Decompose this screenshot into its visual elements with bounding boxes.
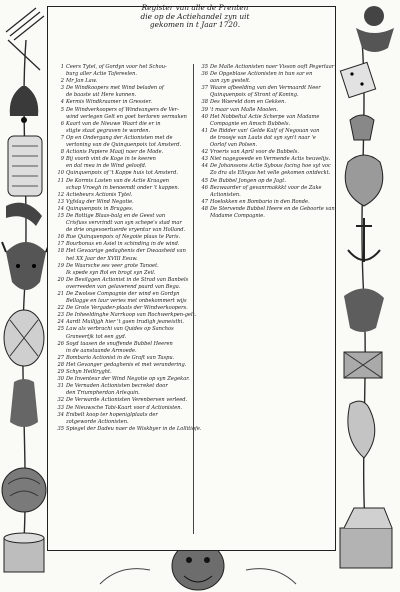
entry-number: 9 <box>60 156 64 163</box>
entry-number: 12 <box>57 191 64 198</box>
entry-title <box>66 206 191 213</box>
entry-title <box>66 362 191 369</box>
entry-title <box>66 121 191 135</box>
entry-title <box>66 277 191 291</box>
entry-title <box>66 341 191 355</box>
entry-title-line: Oorlof van Polsen. <box>210 142 258 149</box>
entry-title <box>66 149 191 156</box>
entry-title-line: en dat mea in de Wind geloofd. <box>66 163 147 170</box>
register-entry <box>198 114 335 128</box>
entry-number: 8 <box>60 149 64 156</box>
anchor-icon <box>348 218 380 262</box>
register-column-left <box>54 64 202 433</box>
register-entry <box>198 128 335 149</box>
entry-number: 44 <box>201 163 208 170</box>
register-entry <box>54 121 191 135</box>
entry-title <box>66 99 191 106</box>
register-entry <box>54 405 191 412</box>
entry-number: 22 <box>57 305 64 312</box>
entry-number: 16 <box>57 234 64 241</box>
heading-line-1: Register van alle de Prenten <box>141 3 249 12</box>
entry-number: 25 <box>57 326 64 333</box>
entry-number: 36 <box>201 71 208 78</box>
entry-title-line: vertoning van de Quinquenpoix tot Amsterd. <box>66 142 182 149</box>
entry-number: 1 <box>60 64 64 70</box>
register-entry <box>54 199 191 206</box>
register-entry <box>54 326 191 340</box>
entry-title-line: Vroeris van April voor de Bubbels. <box>210 149 299 156</box>
register-entry <box>54 412 191 426</box>
entry-title <box>210 149 335 156</box>
entry-number: 35 <box>57 425 64 432</box>
register-entry <box>54 85 191 99</box>
register-entry <box>198 156 335 163</box>
register-heading <box>110 4 280 30</box>
entry-title-line: De Kormis Lasten van de Actie Kraagen <box>66 177 169 184</box>
drum-icon <box>344 352 382 378</box>
entry-title-line: de drie ongevoertuerde vryentur van Holland. <box>66 227 186 234</box>
entry-title <box>210 99 335 106</box>
register-entry <box>54 248 191 262</box>
bell-icon <box>10 86 39 123</box>
entry-title-line: De Inventeur der Wind Negotie op syn Zegekar. <box>66 376 190 383</box>
entry-title-line: wind verlegen Gelt en goet herloren vermaken <box>66 113 187 120</box>
entry-title-line: De Rottige Blaas-balg en de Geest van <box>66 212 166 219</box>
entry-title <box>66 78 191 85</box>
entry-title-line: Crisfuss vervrindt van syn schepe's stad mar <box>66 220 182 227</box>
entry-number: 32 <box>57 397 64 404</box>
entry-title-line: De Malle Actionisten naer Visson ooft Pegerlaar <box>210 64 335 70</box>
entry-title-line: Schyn Heiltryght. <box>66 369 112 376</box>
entry-number: 11 <box>57 177 64 184</box>
entry-number: 18 <box>57 248 64 255</box>
cheese-icon <box>4 533 44 572</box>
register-entry <box>54 178 191 192</box>
entry-title-line: Actiebeurs Actionis Tytel. <box>66 191 133 198</box>
entry-number: 20 <box>57 276 64 283</box>
entry-title <box>66 305 191 312</box>
register-entry <box>198 199 335 206</box>
register-entry <box>198 185 335 199</box>
scroll-icon <box>8 136 42 196</box>
entry-title-line: Enibelt koop ter hopeniglplaats der <box>66 411 158 418</box>
entry-number: 28 <box>57 361 64 368</box>
register-column-right <box>193 64 335 534</box>
entry-number: 19 <box>57 262 64 269</box>
entry-title-line: Waare afbeelding van den Vermaardt Neer <box>210 85 321 92</box>
register-entry <box>54 362 191 369</box>
entry-title-line: Het Gevaarige gedaghenis der Dwaasheid van <box>66 248 186 255</box>
entry-title-line: overreeden van gelaverend paard van Bega. <box>66 283 181 290</box>
register-entry <box>54 291 191 305</box>
entry-title-line: Aardt Muilijgh hier 't gaen trudigh jeaneisthi. <box>66 319 185 326</box>
register-entry <box>198 163 335 177</box>
entry-title <box>210 107 335 114</box>
register-entry <box>54 383 191 397</box>
register-entry <box>54 277 191 291</box>
entry-title <box>210 156 335 163</box>
register-entry <box>54 425 202 433</box>
register-entry <box>54 213 191 234</box>
entry-title <box>66 213 191 234</box>
entry-title <box>210 185 335 199</box>
boar-head-icon <box>344 288 384 332</box>
entry-number: 46 <box>201 184 208 191</box>
entry-title <box>66 326 191 340</box>
entry-title <box>210 199 335 206</box>
heading-line-2: die op de Actiehandel zyn uit <box>140 11 250 21</box>
entry-title-line: De Grote Vergader-plaats der Windverkoopers. <box>66 305 188 312</box>
entry-number: 17 <box>57 241 64 248</box>
entry-title <box>66 426 202 433</box>
entry-title-line: Bombario Actionist in de Graft van Taspu. <box>66 354 175 361</box>
register-entry <box>54 78 191 85</box>
entry-title-line: Ceers Tytel, of Gordyn voor het Schou- <box>66 64 167 70</box>
entry-title-line: Niet nagegoeede en Vermende Actis heuvelijs. <box>210 156 331 163</box>
register-entry <box>198 149 335 156</box>
entry-title-line: De Ridder van' Gelde Kalf of Negouan van <box>210 127 320 134</box>
entry-title <box>210 71 335 85</box>
entry-number: 37 <box>201 85 208 92</box>
entry-title-line: Quinquenpoix of Stront of Koning. <box>210 92 299 99</box>
entry-number: 29 <box>57 369 64 376</box>
entry-title-line: Vyfslag der Wind Negotie. <box>66 198 134 205</box>
entry-number: 39 <box>201 106 208 113</box>
entry-title-line: Kaart van de Nieuwe Waart die er in <box>66 120 161 127</box>
entry-title <box>66 319 191 326</box>
entry-title <box>210 128 335 149</box>
entry-title-line: aan zyn gestelt. <box>210 78 251 85</box>
entry-number: 5 <box>60 106 64 113</box>
register-entry <box>54 305 191 312</box>
entry-number: 40 <box>201 113 208 120</box>
mortar-icon <box>340 508 392 568</box>
entry-title <box>66 64 191 78</box>
entry-title-line: stigte staat gegraven te worden. <box>66 127 151 134</box>
register-entry <box>54 319 191 326</box>
goose-icon <box>348 401 375 458</box>
entry-title-line: De Bubbel Jongen op de Jagt. <box>210 177 286 184</box>
register-entry <box>54 341 191 355</box>
entry-title <box>66 412 191 426</box>
register-entry <box>198 178 335 185</box>
register-entry <box>54 170 191 177</box>
entry-number: 15 <box>57 212 64 219</box>
entry-number: 14 <box>57 205 64 212</box>
horn-icon <box>6 203 42 226</box>
entry-title <box>66 85 191 99</box>
register-entry <box>54 376 191 383</box>
entry-number: 24 <box>57 319 64 326</box>
entry-title-line: Compagnie en Amsch Bubbels. <box>210 120 291 127</box>
entry-number: 47 <box>201 198 208 205</box>
entry-title <box>66 135 191 149</box>
entry-title-line: Quinquenpoix of 't Kappe huis tot Amsterd. <box>66 170 178 177</box>
register-entry <box>198 206 335 220</box>
entry-title <box>66 263 191 277</box>
entry-title-line: Actionis Papiere Maaij naer de Mode. <box>66 149 164 156</box>
cabbage-icon <box>2 468 46 512</box>
entry-number: 27 <box>57 354 64 361</box>
register-entry <box>198 99 335 106</box>
register-entry <box>54 156 191 170</box>
entry-number: 2 <box>60 78 64 85</box>
entry-title-line: Quinquenpoix in Brugges. <box>66 205 134 212</box>
entry-number: 13 <box>57 198 64 205</box>
register-entry <box>198 64 335 71</box>
register-entry <box>54 149 191 156</box>
entry-title-line: De Johanssons Actie Sybous facing hoe syt voc <box>210 163 331 170</box>
entry-title-line: Zo dra als Ellsyas het velle gekomen ontdeckt. <box>210 170 331 177</box>
entry-number: 3 <box>60 85 64 92</box>
entry-number: 33 <box>57 404 64 411</box>
entry-number: 35 <box>201 64 208 70</box>
entry-title-line: Mr Jan Law. <box>66 78 98 85</box>
register-entry <box>54 107 191 121</box>
entry-title-line: De Nieuwsche Tabi-Kaart voor d Actionisten. <box>66 404 183 411</box>
register-entry <box>54 99 191 106</box>
entry-number: 4 <box>60 99 64 106</box>
entry-number: 38 <box>201 99 208 106</box>
monkey-figure-icon <box>356 6 394 52</box>
register-entry <box>54 192 191 199</box>
entry-title <box>66 383 191 397</box>
dangling-fish-icon <box>10 379 38 427</box>
entry-title-line: de baaste uit Here kannen. <box>66 92 137 99</box>
lamp-icon <box>350 115 374 140</box>
entry-title-line: Bij voorb vint de Koge in te keeren <box>66 156 156 163</box>
entry-title-line: de troosje van Laats dat syn syn't naar 'e <box>210 134 316 141</box>
entry-title <box>210 163 335 177</box>
entry-title <box>66 156 191 170</box>
register-entry <box>54 397 191 404</box>
entry-title-line: De Vernaden Actionisten becreket door <box>66 383 168 390</box>
entry-title-line: Soyd taasen de snuffende Bubbel Heeren <box>66 340 173 347</box>
entry-title-line: Hoelokken en Bombario in den Ronde. <box>210 198 310 205</box>
entry-title <box>66 170 191 177</box>
entry-number: 26 <box>57 340 64 347</box>
entry-number: 42 <box>201 149 208 156</box>
register-entry <box>54 312 197 319</box>
entry-number: 41 <box>201 127 208 134</box>
register-entry <box>54 355 191 362</box>
entry-title-line: Bezwaarder of gevanrmakkkt voor de Zake <box>210 184 322 191</box>
entry-number: 10 <box>57 170 64 177</box>
entry-title <box>210 206 335 220</box>
entry-title-line: De Stervende Bubbel Heere en de Geboorte van <box>210 205 335 212</box>
entry-title <box>66 234 191 241</box>
entry-title-line: Ik spede syn Rol en brogt syn Zeil. <box>66 269 156 276</box>
entry-title-line: Het Nobbeltul Actie Scherpe van Madame <box>210 113 320 120</box>
entry-title-line: De Windkoopers met Wind beladen of <box>66 85 164 92</box>
entry-title <box>66 199 191 206</box>
entry-title <box>66 241 191 248</box>
entry-title-line: den Triumpherdan Arlequin. <box>66 390 140 397</box>
ox-head-icon <box>2 242 50 290</box>
entry-title-line: burg aller Actie Tafereelen. <box>66 71 138 78</box>
entry-title-line: Madame Compagnie. <box>210 212 265 219</box>
entry-title-line: De Bevilggen Actionist in de Strad van Banbels <box>66 276 189 283</box>
entry-title <box>66 376 191 383</box>
register-entry <box>54 241 191 248</box>
entry-title <box>210 114 335 128</box>
entry-title-line: De Zwolsse Compagnie der wind en Gordyn <box>66 291 180 297</box>
register-entry <box>54 369 191 376</box>
heading-line-3: gekomen in t Jaar 1720. <box>149 20 241 30</box>
entry-title-line: Spiegel der Dadeu naer de Wiskbyer in de Lollitiofe. <box>66 425 202 432</box>
entry-number: 31 <box>57 383 64 390</box>
entry-title <box>66 178 191 192</box>
entry-title <box>66 312 196 319</box>
register-entry <box>198 71 335 85</box>
entry-title-line: Het Gevanger gedaghenis et met verandering. <box>66 361 187 368</box>
entry-number: 6 <box>60 120 64 127</box>
entry-title <box>66 405 191 412</box>
entry-title-line: Bourbonus en Asiel in schinding in de wind. <box>66 241 180 248</box>
entry-title-line: in de aanstaande Armoede. <box>66 347 137 354</box>
entry-number: 30 <box>57 376 64 383</box>
entry-title <box>66 291 191 305</box>
entry-title-line: Graneertjk tot een gyd. <box>66 333 127 340</box>
entry-title <box>66 397 191 404</box>
register-entry <box>198 85 335 99</box>
entry-title-line: zotgeworde Actionisten. <box>66 418 129 425</box>
entry-title-line: De Waarsche ses veer grote Tanoet. <box>66 262 159 269</box>
dice-icon <box>340 62 375 97</box>
entry-title-line: Rue Quinquenpoix of Negoiie plaas te Paris. <box>66 234 181 241</box>
entry-title-line: De Windverkoopers of Windvangers de Ver- <box>66 106 179 113</box>
entry-number: 45 <box>201 177 208 184</box>
entry-title-line: Actionisten. <box>210 191 241 198</box>
entry-title-line: Kermis Windkraamer in Gressier. <box>66 99 153 106</box>
shield-medallion-icon <box>4 310 44 366</box>
entry-number: 7 <box>60 134 64 141</box>
pouch-icon <box>345 155 383 206</box>
entry-title <box>210 178 335 185</box>
entry-title-line: De Opgeblase Actionisten in hun sar en <box>210 71 313 78</box>
entry-title <box>210 64 335 71</box>
register-entry <box>54 263 191 277</box>
entry-title-line: Des Waereld dom en Gekken. <box>210 99 286 106</box>
entry-number: 43 <box>201 156 208 163</box>
entry-title-line: het XX Jaar der XVIII Eeuw. <box>66 255 138 262</box>
entry-title <box>66 107 191 121</box>
entry-number: 23 <box>57 312 64 319</box>
register-entry <box>54 206 191 213</box>
entry-number: 34 <box>57 411 64 418</box>
entry-title <box>210 85 335 99</box>
entry-title-line: 't maar van Malle Moolen. <box>210 106 278 113</box>
register-entry <box>198 107 335 114</box>
register-entry <box>54 64 191 78</box>
entry-title-line: Law als verbrachi van Quides op Sanchos <box>66 326 174 333</box>
register-entry <box>54 234 191 241</box>
entry-title-line: Op en Ondergang der Actionisten met de <box>66 134 173 141</box>
register-entry <box>54 135 191 149</box>
entry-title-line: Bellagge en laur veries met onbekommert wijs <box>66 298 187 305</box>
entry-title <box>66 248 191 262</box>
entry-title-line: schap Vroegh in benoemdt onder 't kappen. <box>66 184 180 191</box>
entry-number: 48 <box>201 205 208 212</box>
entry-title <box>66 369 191 376</box>
entry-title <box>66 355 191 362</box>
entry-title-line: De Inheeldinghe Narrkoop van Rochwerkpen-gelt. <box>66 312 197 319</box>
entry-title <box>66 192 191 199</box>
entry-number: 21 <box>57 291 64 297</box>
entry-title-line: De Verwarde Actionisten Verenberven verleed. <box>66 397 188 404</box>
